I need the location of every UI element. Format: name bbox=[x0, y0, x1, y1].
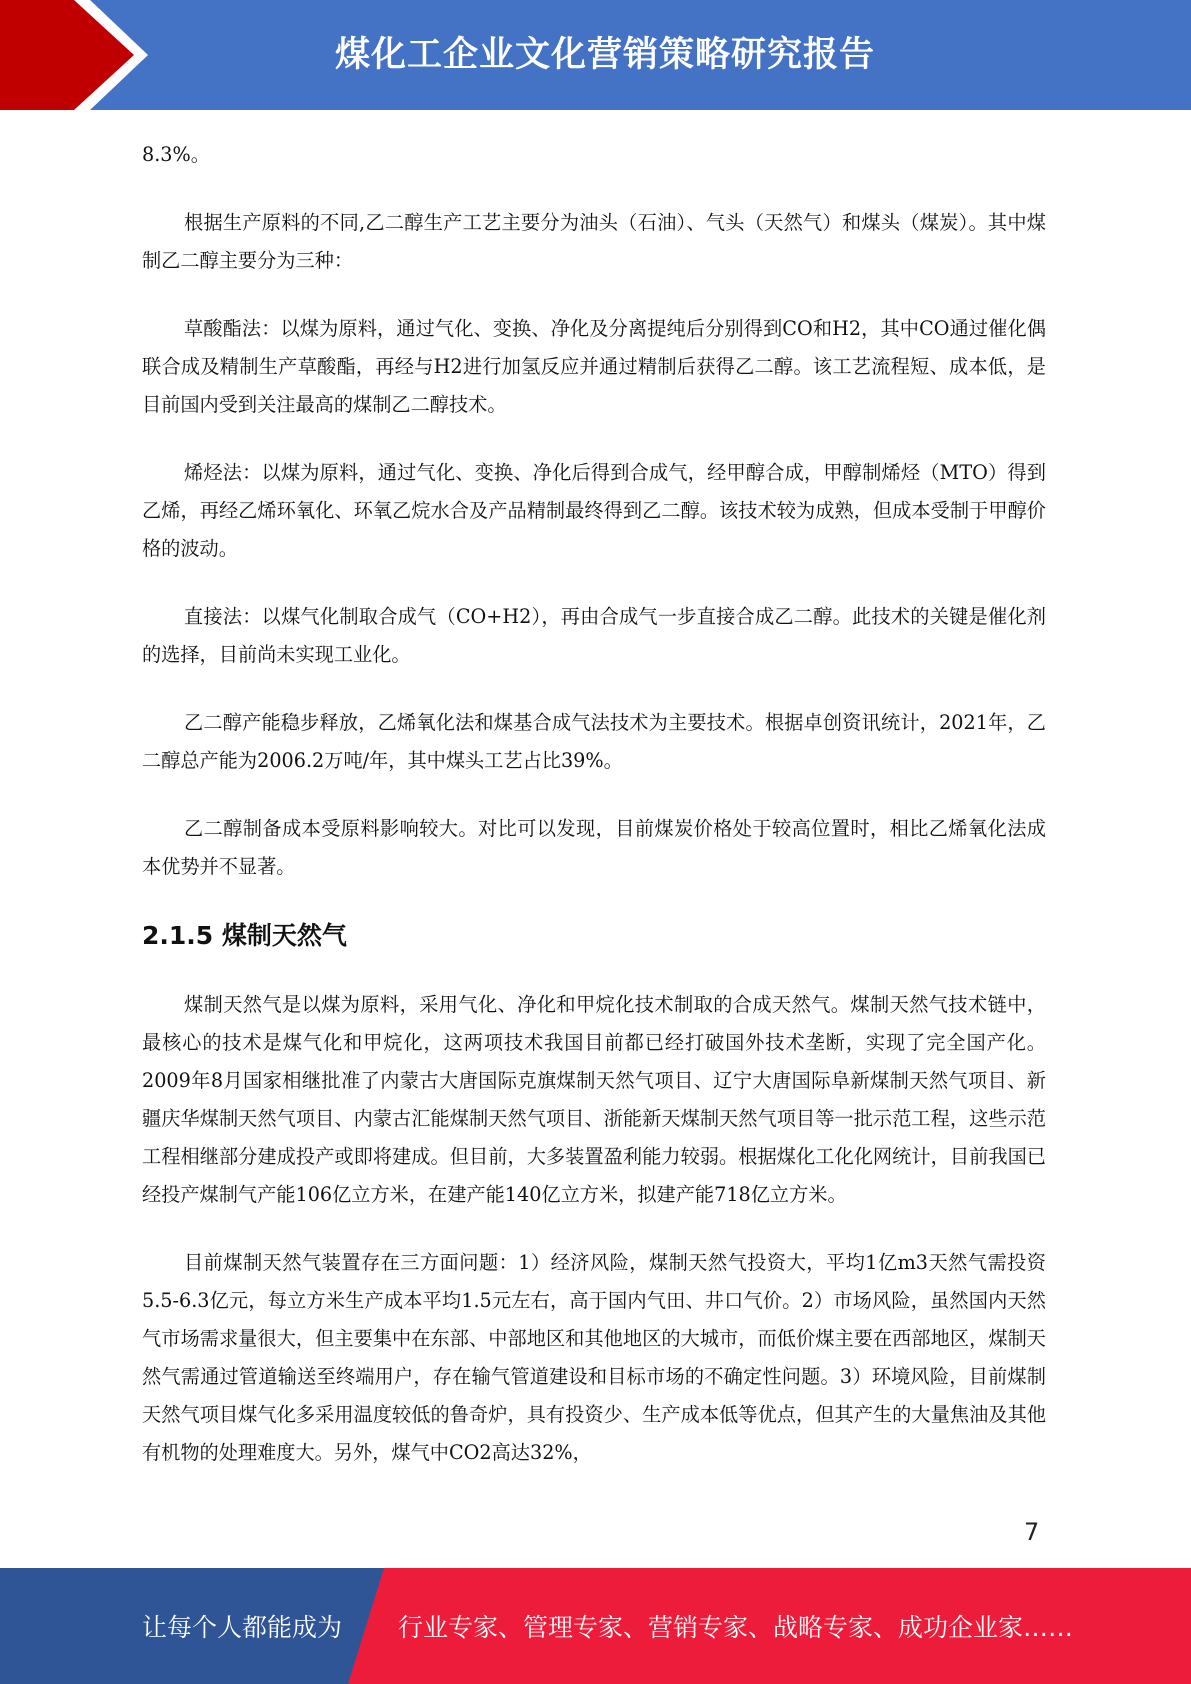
paragraph: 烯烃法：以煤为原料，通过气化、变换、净化后得到合成气，经甲醇合成，甲醇制烯烃（MTO）得到乙烯，再经乙烯环氧化、环氧乙烷水合及产品精制最终得到乙二醇。该技术较为成熟，但成本受制于甲醇价格的波动。 bbox=[142, 461, 1046, 560]
page-header bbox=[0, 0, 1191, 110]
paragraph: 乙二醇产能稳步释放，乙烯氧化法和煤基合成气法技术为主要技术。根据卓创资讯统计，2021年，乙二醇总产能为2006.2万吨/年，其中煤头工艺占比39%。 bbox=[142, 711, 1046, 772]
page-number: 7 bbox=[1024, 1518, 1040, 1546]
page-content bbox=[142, 136, 1046, 1502]
paragraph: 草酸酯法：以煤为原料，通过气化、变换、净化及分离提纯后分别得到CO和H2，其中CO通过催化偶联合成及精制生产草酸酯，再经与H2进行加氢反应并通过精制后获得乙二醇。该工艺流程短、成本低，是目前国内受到关注最高的煤制乙二醇技术。 bbox=[142, 317, 1046, 416]
paragraph: 8.3%。 bbox=[142, 143, 210, 166]
document-title: 煤化工企业文化营销策略研究报告 bbox=[335, 35, 876, 75]
page-footer bbox=[0, 1568, 1191, 1684]
section-heading: 2.1.5 煤制天然气 bbox=[142, 921, 347, 950]
paragraph: 目前煤制天然气装置存在三方面问题：1）经济风险，煤制天然气投资大，平均1亿m3天然气需投资5.5-6.3亿元，每立方米生产成本平均1.5元左右，高于国内气田、井口气价。2）市场风险，虽然国内天然气市场需求量很大，但主要集中在东部、中部地区和其他地区的大城市，而低价煤主要在西部地区，煤制天然气需通过管道输送至终端用户，存在输气管道建设和目标市场的不确定性问题。3）环境风险，目前煤制天然气项目煤气化多采用温度较低的鲁奇炉，具有投资少、生产成本低等优点，但其产生的大量焦油及其他有机物的处理难度大。另外，煤气中CO2高达32%， bbox=[142, 1251, 1046, 1464]
paragraph: 直接法：以煤气化制取合成气（CO+H2），再由合成气一步直接合成乙二醇。此技术的关键是催化剂的选择，目前尚未实现工业化。 bbox=[142, 605, 1046, 666]
paragraph: 乙二醇制备成本受原料影响较大。对比可以发现，目前煤炭价格处于较高位置时，相比乙烯氧化法成本优势并不显著。 bbox=[142, 817, 1046, 878]
paragraph: 根据生产原料的不同,乙二醇生产工艺主要分为油头（石油）、气头（天然气）和煤头（煤炭）。其中煤制乙二醇主要分为三种： bbox=[142, 211, 1046, 272]
paragraph: 煤制天然气是以煤为原料，采用气化、净化和甲烷化技术制取的合成天然气。煤制天然气技术链中，最核心的技术是煤气化和甲烷化，这两项技术我国目前都已经打破国外技术垄断，实现了完全国产化。2009年8月国家相继批准了内蒙古大唐国际克旗煤制天然气项目、辽宁大唐国际阜新煤制天然气项目、新疆庆华煤制天然气项目、内蒙古汇能煤制天然气项目、浙能新天煤制天然气项目等一批示范工程，这些示范工程相继部分建成投产或即将建成。但目前，大多装置盈利能力较弱。根据煤化工化化网统计，目前我国已经投产煤制气产能106亿立方米，在建产能140亿立方米，拟建产能718亿立方米。 bbox=[142, 993, 1046, 1206]
footer-slogan-right: 行业专家、管理专家、营销专家、战略专家、成功企业家…… bbox=[398, 1613, 1074, 1642]
footer-slogan-left: 让每个人都能成为 bbox=[142, 1613, 343, 1642]
